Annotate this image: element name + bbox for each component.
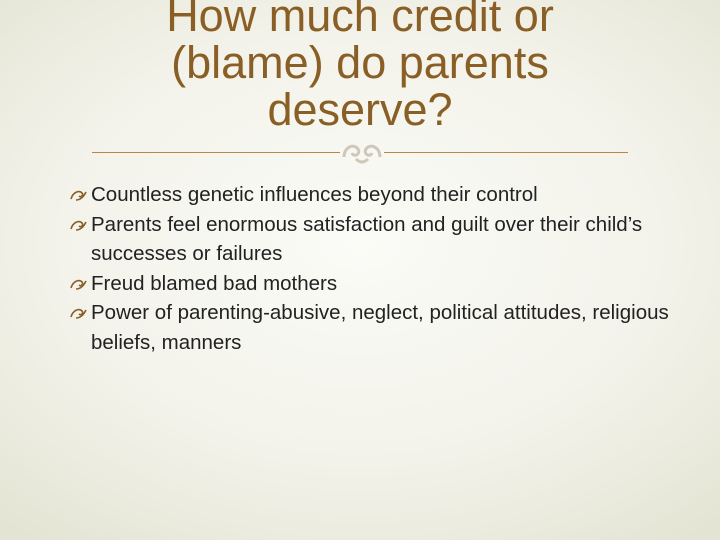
title-line: (blame) do parents (171, 37, 549, 88)
scroll-flourish-icon (70, 307, 87, 319)
curl-ornament-icon (340, 139, 384, 165)
bullet-text: Power of parenting-abusive, neglect, political attitudes, religious beliefs, manners (91, 301, 669, 354)
scroll-flourish-icon (70, 278, 87, 290)
slide-title (60, 0, 660, 133)
title-line: How much credit or (166, 0, 554, 41)
list-item (70, 210, 670, 269)
bullet-text: Countless genetic influences beyond their control (91, 183, 538, 206)
bullet-text: Parents feel enormous satisfaction and guilt over their child’s successes or failures (91, 212, 643, 265)
scroll-flourish-icon (70, 219, 87, 231)
list-item (70, 180, 670, 210)
title-divider-left (92, 152, 340, 153)
bullet-text: Freud blamed bad mothers (91, 271, 338, 295)
list-item (70, 298, 670, 357)
bullet-list (70, 180, 670, 357)
title-line: deserve? (267, 84, 453, 135)
title-divider-right (384, 152, 628, 153)
scroll-flourish-icon (70, 189, 87, 201)
list-item (70, 269, 670, 299)
